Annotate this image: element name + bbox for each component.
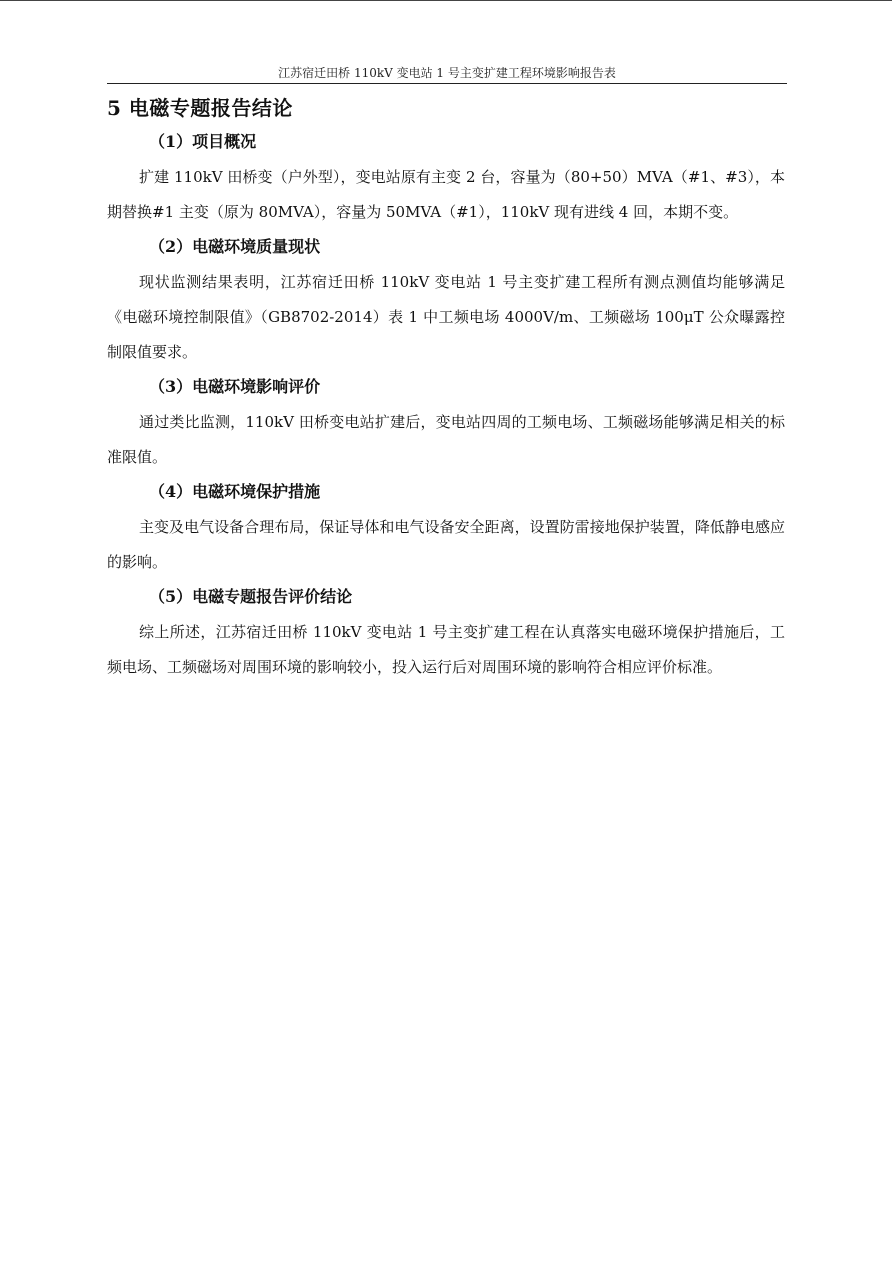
subsection-paragraph: 扩建 110kV 田桥变（户外型），变电站原有主变 2 台，容量为（80+50）MVA（#1、#3），本期替换#1 主变（原为 80MVA），容量为 50MVA（#1），110kV 现有进线 4 回，本期不变。 (107, 168, 785, 221)
subsection-heading: （4）电磁环境保护措施 (149, 482, 321, 501)
header-rule (107, 83, 787, 84)
subsection-paragraph: 主变及电气设备合理布局，保证导体和电气设备安全距离，设置防雷接地保护装置，降低静电感应的影响。 (107, 518, 785, 571)
subsection-paragraph: 综上所述，江苏宿迁田桥 110kV 变电站 1 号主变扩建工程在认真落实电磁环境保护措施后，工频电场、工频磁场对周围环境的影响较小，投入运行后对周围环境的影响符合相应评价标准。 (107, 623, 785, 676)
subsection-report-conclusion (107, 586, 785, 685)
subsection-paragraph: 现状监测结果表明，江苏宿迁田桥 110kV 变电站 1 号主变扩建工程所有测点测值均能够满足《电磁环境控制限值》（GB8702-2014）表 1 中工频电场 4000V/m、工频磁场 100μT 公众曝露控制限值要求。 (107, 273, 785, 361)
subsection-em-environment-status (107, 236, 785, 370)
subsection-em-impact-evaluation (107, 376, 785, 475)
subsection-project-overview (107, 131, 785, 230)
subsection-em-protection-measures (107, 481, 785, 580)
subsection-heading: （2）电磁环境质量现状 (149, 237, 321, 256)
subsection-heading: （5）电磁专题报告评价结论 (149, 587, 353, 606)
subsection-paragraph: 通过类比监测，110kV 田桥变电站扩建后，变电站四周的工频电场、工频磁场能够满足相关的标准限值。 (107, 413, 785, 466)
running-header: 江苏宿迁田桥 110kV 变电站 1 号主变扩建工程环境影响报告表 (278, 66, 616, 80)
section-title: 5 电磁专题报告结论 (107, 96, 293, 120)
subsection-heading: （3）电磁环境影响评价 (149, 377, 321, 396)
subsection-heading: （1）项目概况 (149, 132, 257, 151)
document-body (107, 93, 785, 691)
